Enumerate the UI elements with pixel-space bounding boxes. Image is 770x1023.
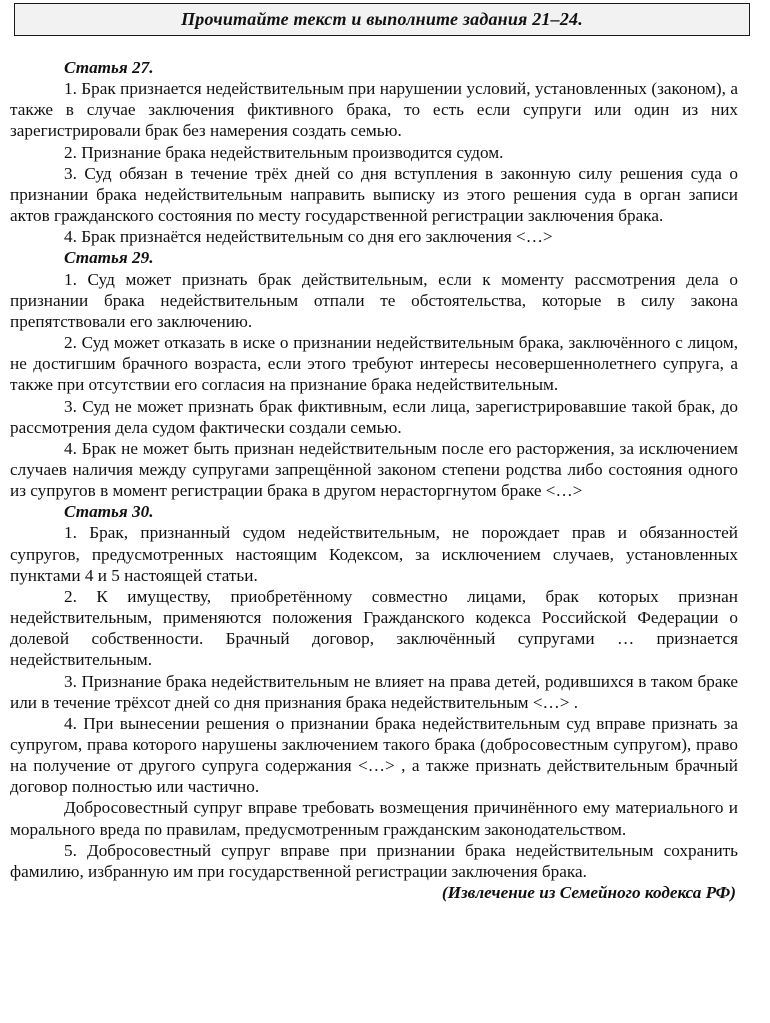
source-citation: (Извлечение из Семейного кодекса РФ) [441,883,736,903]
article-29-paragraph: 4. Брак не может быть признан недействительным после его расторжения, за исключением случаев наличия между супругами запрещённой законом степени родства либо состояния одного из супругов в момент регистрации брака в другом нерасторгнутом браке <…> [10,438,738,501]
article-29-paragraph: 3. Суд не может признать брак фиктивным, если лица, зарегистрировавшие такой брак, до рассмотрения дела судом фактически создали семью. [10,396,738,437]
task-header-title: Прочитайте текст и выполните задания 21–24. [181,9,583,29]
article-30-paragraph: 2. К имуществу, приобретённому совместно лицами, брак которых признан недействительным, применяются положения Гражданского кодекса Российской Федерации о долевой собственности. Брачный договор, заключённый супругами … признается недействительным. [10,586,738,670]
article-29-paragraph: 2. Суд может отказать в иске о признании недействительным брака, заключённого с лицом, не достигшим брачного возраста, если этого требуют интересы несовершеннолетнего супруга, а также при отсутствии его согласия на признание брака недействительным. [10,333,738,395]
article-30-heading: Статья 30. [64,502,154,522]
article-27-heading: Статья 27. [64,58,154,77]
article-30-paragraph: Добросовестный супруг вправе требовать возмещения причинённого ему материального и морального вреда по правилам, предусмотренным гражданским законодательством. [10,798,738,839]
article-30-paragraph: 5. Добросовестный супруг вправе при признании брака недействительным сохранить фамилию, избранную им при государственной регистрации заключения брака. [10,840,738,881]
article-27-paragraph: 3. Суд обязан в течение трёх дней со дня вступления в законную силу решения суда о признании брака недействительным направить выписку из этого решения суда в орган записи актов гражданского состояния по месту государственной регистрации заключения брака. [10,163,738,226]
article-27-paragraph: 1. Брак признается недействительным при нарушении условий, установленных (законом), а также в случае заключения фиктивного брака, то есть если супруги или один из них зарегистрировали брак без намерения создать семью. [10,79,738,141]
article-29-paragraph: 1. Суд может признать брак действительным, если к моменту рассмотрения дела о признании брака недействительным отпали те обстоятельства, которые в силу закона препятствовали его заключению. [10,269,738,331]
article-30-paragraph: 4. При вынесении решения о признании брака недействительным суд вправе признать за супругом, права которого нарушены заключением такого брака (добросовестным супругом), право на получение от другого супруга содержания <…> , а также признать действительным брачный договор полностью или частично. [10,713,738,797]
article-30-paragraph: 3. Признание брака недействительным не влияет на права детей, родившихся в таком браке или в течение трёхсот дней со дня признания брака недействительным <…> . [10,671,738,712]
article-29-heading: Статья 29. [64,248,154,268]
task-header-box [14,3,750,36]
law-text [10,57,738,903]
article-30-paragraph: 1. Брак, признанный судом недействительным, не порождает прав и обязанностей супругов, предусмотренных настоящим Кодексом, за исключением случаев, установленных пунктами 4 и 5 настоящей статьи. [10,523,738,585]
article-27-paragraph: 2. Признание брака недействительным производится судом. [64,142,504,162]
article-27-paragraph: 4. Брак признаётся недействительным со дня его заключения <…> [64,227,553,247]
